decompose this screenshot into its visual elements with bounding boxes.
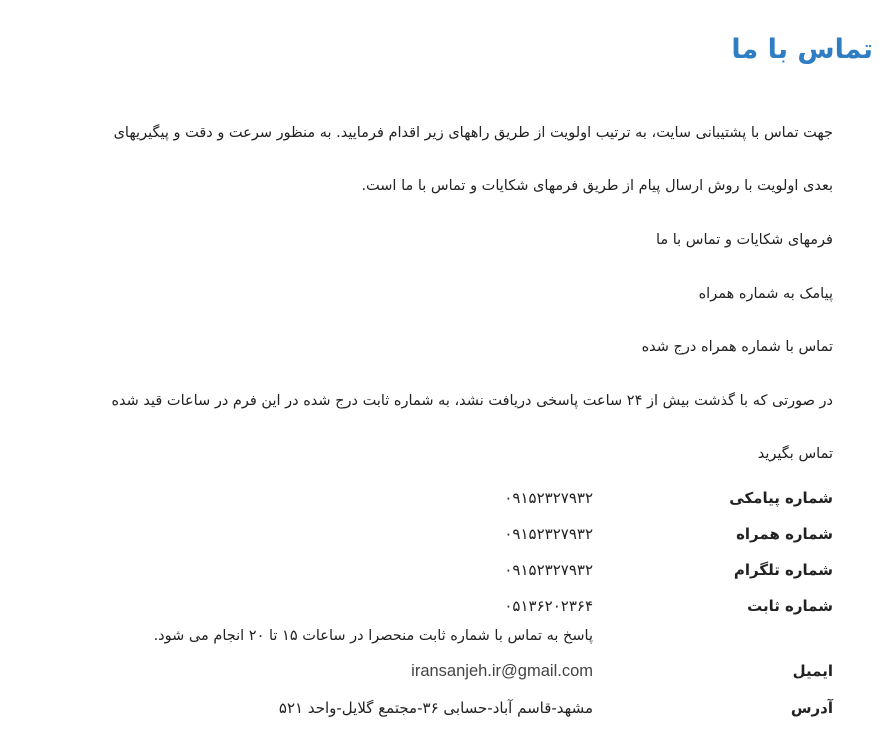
landline-hours-note: پاسخ به تماس با شماره ثابت منحصرا در ساعات ۱۵ تا ۲۰ انجام می شود. xyxy=(153,628,593,644)
sms-number[interactable]: ۰۹۱۵۲۳۲۷۹۳۲ xyxy=(504,489,593,507)
intro-line-2: بعدی اولویت با روش ارسال پیام از طریق فرمهای شکایات و تماس با ما است. xyxy=(361,178,833,194)
postal-address: مشهد-قاسم آباد-حسابی ۳۶-مجتمع گلایل-واحد ۵۲۱ xyxy=(278,699,593,717)
email-label: ایمیل xyxy=(792,662,833,680)
contact-row-address xyxy=(33,696,833,720)
address-label: آدرس xyxy=(790,699,833,717)
landline-number[interactable]: ۰۵۱۳۶۲۰۲۳۶۴ xyxy=(504,597,593,615)
intro-line-1: جهت تماس با پشتیبانی سایت، به ترتیب اولویت از طریق راههای زیر اقدام فرمایید. به منظور سرعت و دقت و پیگیریهای xyxy=(113,125,833,141)
contact-row-email xyxy=(33,659,833,683)
contact-row-landline xyxy=(33,594,833,618)
option-sms: پیامک به شماره همراه xyxy=(698,286,833,302)
telegram-label: شماره تلگرام xyxy=(733,561,833,579)
page-title: تماس با ما xyxy=(731,34,873,65)
contact-row-sms xyxy=(33,486,833,510)
contact-row-telegram xyxy=(33,558,833,582)
email-address[interactable]: iransanjeh.ir@gmail.com xyxy=(411,662,593,680)
landline-label: شماره ثابت xyxy=(747,597,833,615)
contact-row-mobile xyxy=(33,522,833,546)
mobile-number[interactable]: ۰۹۱۵۲۳۲۷۹۳۲ xyxy=(504,525,593,543)
telegram-number[interactable]: ۰۹۱۵۲۳۲۷۹۳۲ xyxy=(504,561,593,579)
mobile-label: شماره همراه xyxy=(736,525,833,543)
sms-label: شماره پیامکی xyxy=(729,489,833,507)
option-forms: فرمهای شکایات و تماس با ما xyxy=(655,232,833,248)
option-call: تماس با شماره همراه درج شده xyxy=(641,339,833,355)
fallback-line-1: در صورتی که با گذشت بیش از ۲۴ ساعت پاسخی دریافت نشد، به شماره ثابت درج شده در این فرم در ساعات قید شده xyxy=(111,393,833,409)
fallback-line-2: تماس بگیرید xyxy=(757,446,833,462)
